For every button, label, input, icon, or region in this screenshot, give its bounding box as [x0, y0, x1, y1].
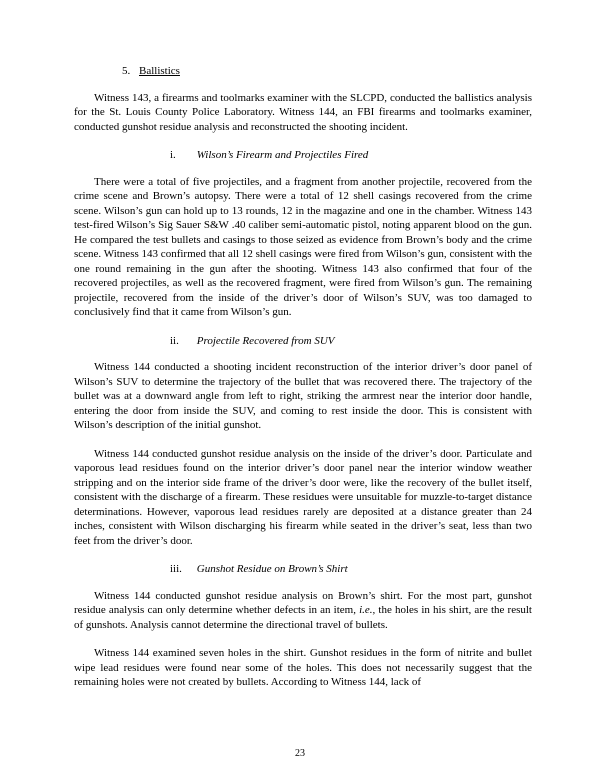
document-page [74, 64, 532, 704]
subsection-title: Gunshot Residue on Brown’s Shirt [196, 563, 348, 575]
section-title: Ballistics [139, 65, 180, 77]
section-heading [122, 64, 532, 79]
italic-text: i.e., [359, 604, 376, 616]
paragraph-text: the holes in his shirt, are the result of gunshots. Analysis cannot determine the directional travel of bullets. [74, 604, 532, 631]
intro-paragraph: Witness 143, a firearms and toolmarks examiner with the SLCPD, conducted the ballistics analysis for the St. Louis County Police Laboratory. Witness 144, an FBI firearms and toolmarks examiner, conducted gunshot residue analysis and reconstructed the shooting incident. [74, 91, 532, 133]
subsection-heading-i [170, 148, 532, 163]
subsection-title: Wilson’s Firearm and Projectiles Fired [196, 149, 369, 161]
subsection-number: i. [170, 149, 176, 161]
page-number: 23 [295, 748, 305, 759]
subsection-number: iii. [170, 563, 182, 575]
paragraph: Witness 144 conducted a shooting incident reconstruction of the interior driver’s door panel of Wilson’s SUV to determine the trajectory of the bullet that was recovered there. The trajectory of the bullet was at a downward angle from left to right, striking the armrest near the interior door handle, entering the door from inside the SUV, and coming to rest inside the door. This is consistent with Wilson’s description of the initial gunshot. [74, 361, 532, 431]
subsection-heading-iii [170, 562, 532, 577]
paragraph: Witness 144 conducted gunshot residue analysis on the inside of the driver’s door. Particulate and vaporous lead residues found on the interior driver’s door panel near the interior window weather stripping and on the interior side frame of the driver’s door were, like the recovery of the bullet itself, consistent with the discharge of a firearm. These residues were unsuitable for muzzle-to-target distance determinations. However, vaporous lead residues rarely are deposited at a distance greater than 24 inches, consistent with Wilson discharging his firearm while seated in the driver’s seat, less than two feet from the driver’s door. [74, 447, 532, 547]
section-number: 5. [122, 65, 131, 77]
paragraph-text: Witness 144 conducted gunshot residue analysis on Brown’s shirt. For the most part, gunshot residue analysis can only determine whether defects in an item, [74, 589, 532, 616]
subsection-heading-ii [170, 334, 532, 349]
paragraph [74, 589, 532, 633]
subsection-number: ii. [170, 334, 179, 347]
paragraph: Witness 144 examined seven holes in the shirt. Gunshot residues in the form of nitrite and bullet wipe lead residues were found near some of the holes. This does not necessarily suggest that the remaining holes were not created by bullets. According to Witness 144, lack of [74, 647, 532, 688]
subsection-title: Projectile Recovered from SUV [196, 334, 335, 347]
paragraph: There were a total of five projectiles, and a fragment from another projectile, recovered from the crime scene and Brown’s autopsy. There were a total of 12 shell casings recovered from the crime scene. Wilson’s gun can hold up to 13 rounds, 12 in the magazine and one in the chamber. Witness 143 test-fired Wilson’s Sig Sauer S&W .40 caliber semi-automatic pistol, noting apparent blood on the gun. He compared the test bullets and casings to those seized as evidence from Brown’s body and the crime scene. Witness 143 confirmed that all 12 shell casings were fired from Wilson’s gun, consistent with the one round remaining in the gun after the shooting. Witness 143 also confirmed that four of the recovered projectiles, as well as the recovered fragment, were fired from Wilson’s gun. The remaining projectile, recovered from the inside of the driver’s door of Wilson’s SUV, was too damaged to conclusively find that it came from Wilson’s gun. [74, 175, 532, 318]
